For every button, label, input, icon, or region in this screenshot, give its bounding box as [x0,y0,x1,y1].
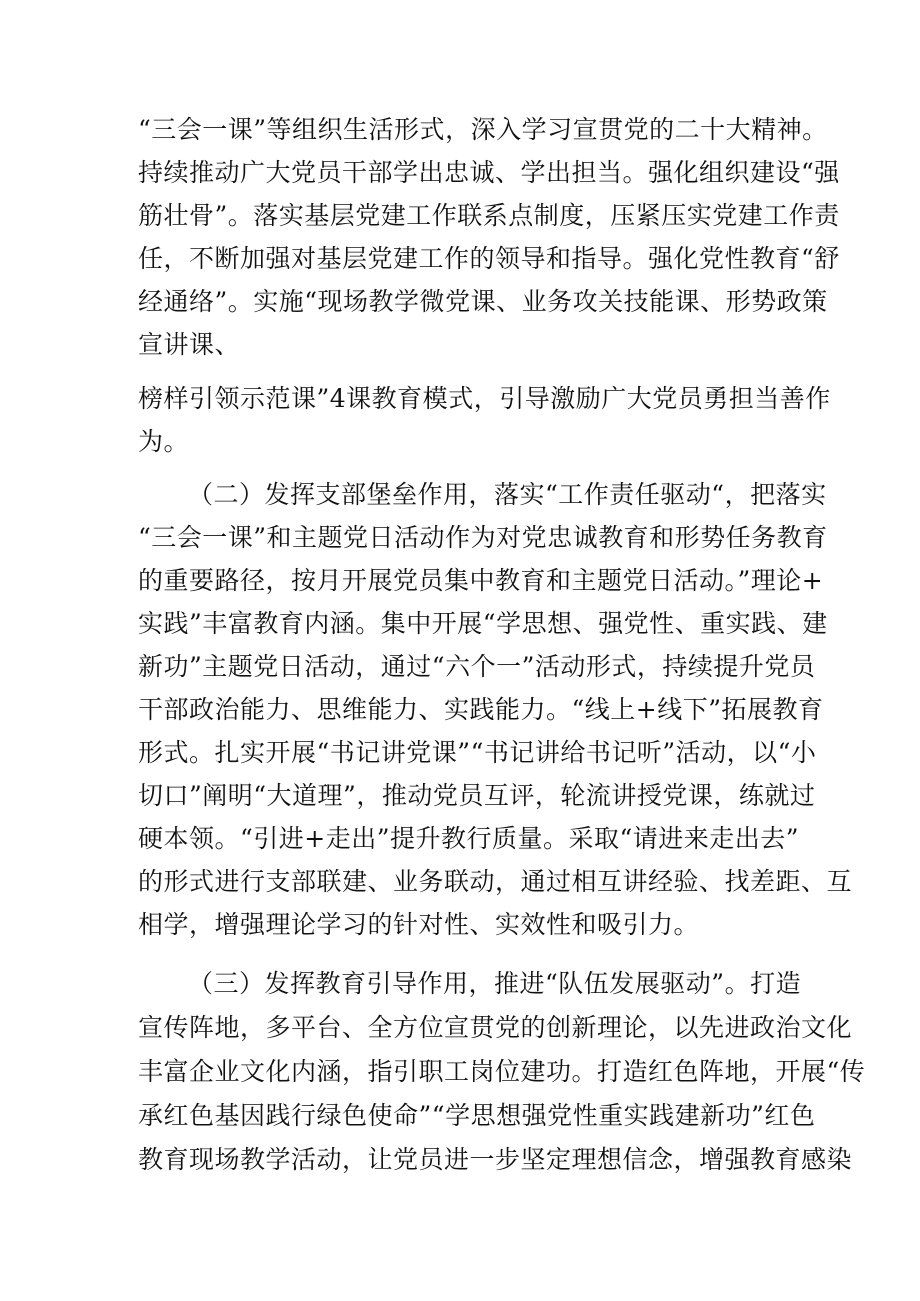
paragraph-line: 的形式进行支部联建、业务联动，通过相互讲经验、找差距、互 [138,867,853,896]
paragraph-line: 教育现场教学活动，让党员进一步坚定理想信念，增强教育感染 [138,1145,853,1174]
paragraph-line: 丰富企业文化内涵，指引职工岗位建功。打造红色阵地，开展“传 [138,1057,866,1086]
paragraph-line: “三会一课”和主题党日活动作为对党忠诚教育和形势任务教育 [138,523,828,552]
paragraph-line: 新功”主题党日活动，通过“六个一”活动形式，持续提升党员 [138,652,816,681]
paragraph-line: 切口”阐明“大道理”，推动党员互评，轮流讲授党课，练就过 [138,781,816,810]
paragraph-line: 宣讲课、 [138,330,241,359]
paragraph-line: 持续推动广大党员干部学出忠诚、学出担当。强化组织建设“强 [138,158,840,187]
paragraph-line-indented: （二）发挥支部堡垒作用，落实“工作责任驱动“，把落实 [188,480,827,509]
paragraph-line: 形式。扎实开展“书记讲党课”“书记讲给书记听”活动，以“小 [138,738,817,767]
paragraph-line: 经通络”。实施“现场教学微党课、业务攻关技能课、形势政策 [138,287,828,316]
paragraph-line: 相学，增强理论学习的针对性、实效性和吸引力。 [138,910,700,939]
paragraph-line: 的重要路径，按月开展党员集中教育和主题党日活动。”理论+ [138,566,824,595]
paragraph-line: 硬本领。“引进+走出”提升教行质量。采取“请进来走出去” [138,824,800,853]
paragraph-line-indented: （三）发挥教育引导作用，推进“队伍发展驱动”。打造 [188,969,802,998]
paragraph-line: 筋壮骨”。落实基层党建工作联系点制度，压紧压实党建工作责 [138,201,840,230]
paragraph-line: 榜样引领示范课”4课教育模式，引导激励广大党员勇担当善作 [138,384,831,413]
paragraph-line: 任，不断加强对基层党建工作的领导和指导。强化党性教育“舒 [138,244,840,273]
paragraph-line: 为。 [138,427,190,456]
paragraph-line: 承红色基因践行绿色使命”“学思想强党性重实践建新功”红色 [138,1101,816,1130]
paragraph-line: 实践”丰富教育内涵。集中开展“学思想、强党性、重实践、建 [138,609,828,638]
paragraph-line: 宣传阵地，多平台、全方位宣贯党的创新理论，以先进政治文化 [138,1013,853,1042]
paragraph-line: 干部政治能力、思维能力、实践能力。“线上+线下”拓展教育 [138,695,824,724]
paragraph-line: “三会一课”等组织生活形式，深入学习宣贯党的二十大精神。 [138,115,828,144]
